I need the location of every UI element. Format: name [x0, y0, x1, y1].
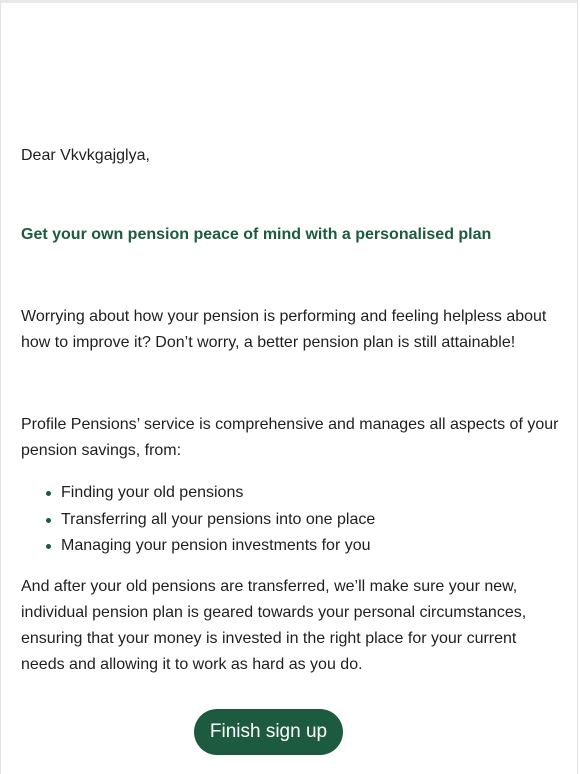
service-list — [21, 480, 375, 560]
list-item-text: Managing your pension investments for you — [61, 537, 371, 554]
service-paragraph: Profile Pensions’ service is comprehensive and manages all aspects of your pension savings, from: — [21, 416, 559, 459]
bullet-icon — [46, 518, 51, 523]
bullet-icon — [46, 491, 51, 496]
list-item-text: Finding your old pensions — [61, 484, 244, 501]
headline: Get your own pension peace of mind with a personalised plan — [21, 226, 492, 243]
closing-paragraph: And after your old pensions are transferred, we’ll make sure your new, individual pension plan is geared towards your personal circumstances, ensuring that your money is invested in the right place for your current needs and allowing it to work as hard as you do. — [21, 578, 527, 673]
greeting: Dear Vkvkgajglya, — [21, 147, 150, 164]
list-item — [61, 507, 375, 534]
bullet-icon — [46, 544, 51, 549]
list-item — [61, 480, 375, 507]
finish-sign-up-button[interactable]: Finish sign up — [194, 709, 343, 755]
list-item-text: Transferring all your pensions into one place — [61, 510, 376, 528]
list-item — [61, 533, 375, 560]
intro-paragraph: Worrying about how your pension is performing and feeling helpless about how to improve it? Don’t worry, a better pension plan is still attainable! — [21, 308, 547, 351]
